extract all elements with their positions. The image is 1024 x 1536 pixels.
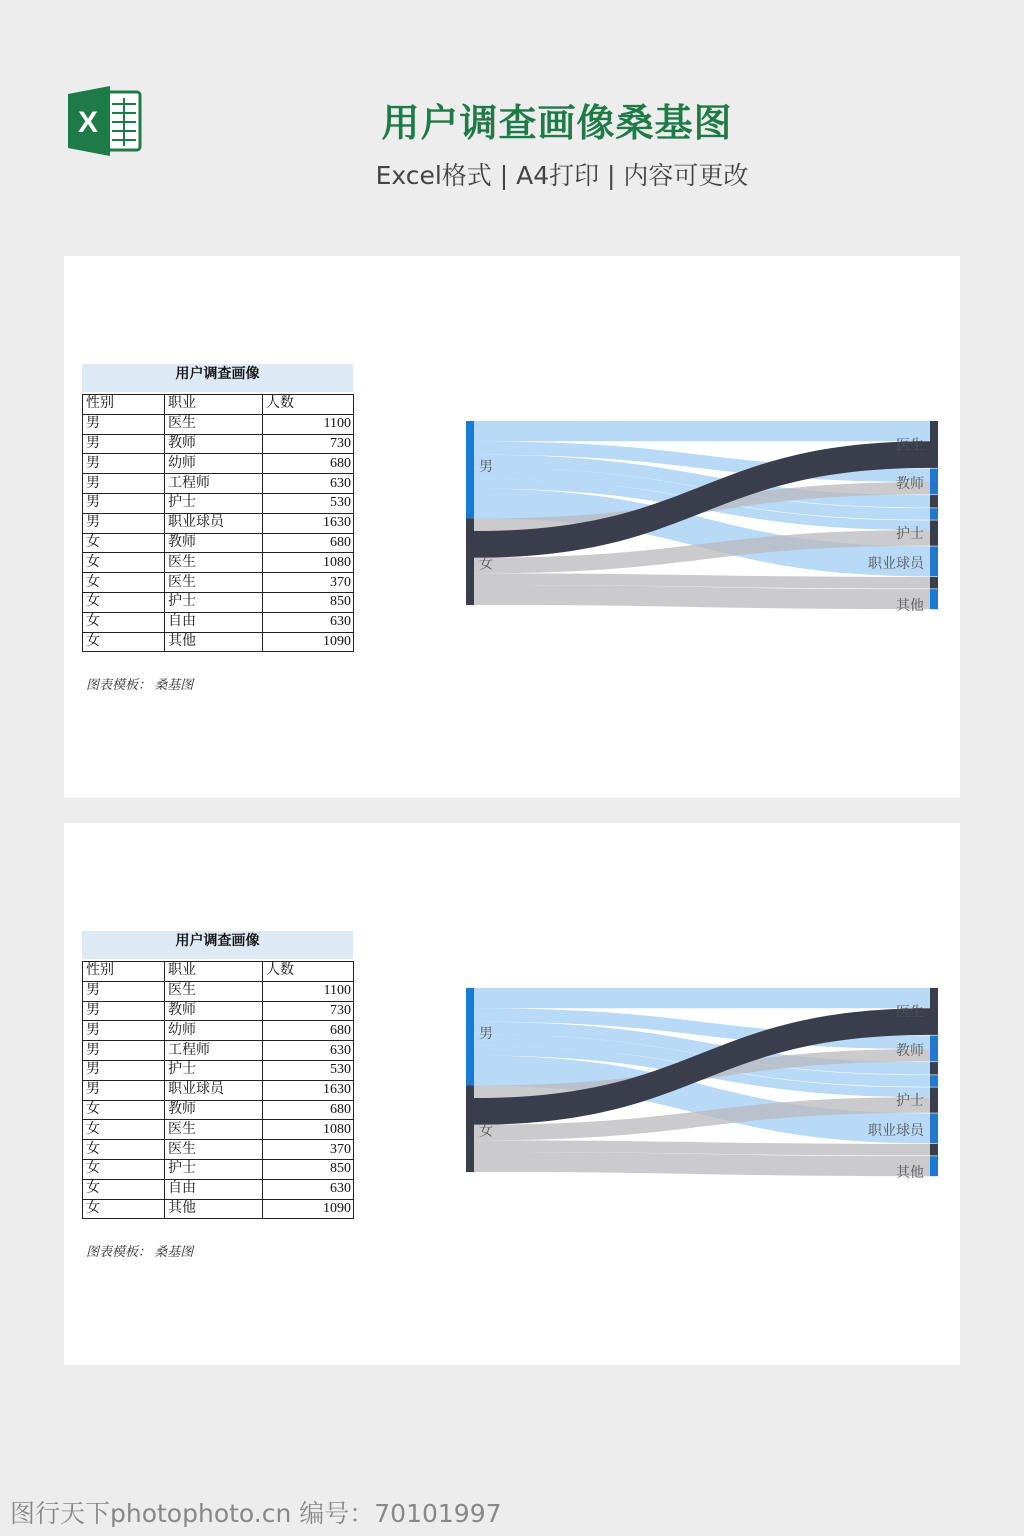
sankey-target-node	[930, 1087, 938, 1112]
gender-cell: 男	[83, 434, 165, 454]
count-cell: 1630	[263, 513, 354, 533]
sankey-flows	[474, 421, 930, 609]
table-row	[83, 513, 354, 533]
count-cell: 680	[263, 454, 354, 474]
sankey-target-label: 医生	[896, 1004, 924, 1021]
occupation-cell: 护士	[165, 1159, 263, 1179]
occupation-cell: 医生	[165, 1140, 263, 1160]
gender-cell: 男	[83, 1080, 165, 1100]
occupation-cell: 幼师	[165, 1021, 263, 1041]
gender-cell: 女	[83, 612, 165, 632]
column-header: 人数	[263, 395, 354, 415]
count-cell: 530	[263, 1060, 354, 1080]
table-row	[83, 1080, 354, 1100]
count-cell: 370	[263, 1140, 354, 1160]
table-row	[83, 553, 354, 573]
count-cell: 1100	[263, 414, 354, 434]
count-cell: 630	[263, 1179, 354, 1199]
count-cell: 680	[263, 533, 354, 553]
occupation-cell: 职业球员	[165, 513, 263, 533]
table-row	[83, 592, 354, 612]
gender-cell: 男	[83, 414, 165, 434]
count-cell: 850	[263, 592, 354, 612]
table-row	[83, 533, 354, 553]
sankey-source-label: 女	[479, 556, 493, 573]
count-cell: 630	[263, 612, 354, 632]
sankey-target-node	[930, 495, 938, 508]
sankey-chart	[460, 983, 950, 1183]
sankey-target-node	[930, 520, 938, 545]
sankey-source-label: 男	[479, 1026, 493, 1042]
table-row	[83, 474, 354, 494]
gender-cell: 男	[83, 513, 165, 533]
table-row	[83, 1159, 354, 1179]
sheet-panel-1	[64, 256, 960, 798]
sankey-target-node	[930, 546, 938, 576]
sankey-link	[474, 1152, 930, 1176]
data-table	[82, 961, 354, 1219]
occupation-cell: 护士	[165, 1060, 263, 1080]
count-cell: 630	[263, 1041, 354, 1061]
gender-cell: 女	[83, 533, 165, 553]
table-row	[83, 632, 354, 652]
sankey-target-node	[930, 1156, 938, 1176]
count-cell: 680	[263, 1021, 354, 1041]
occupation-cell: 幼师	[165, 454, 263, 474]
table-row	[83, 1179, 354, 1199]
occupation-cell: 其他	[165, 1199, 263, 1219]
gender-cell: 女	[83, 1159, 165, 1179]
sankey-source-node	[466, 421, 474, 519]
occupation-cell: 护士	[165, 592, 263, 612]
occupation-cell: 工程师	[165, 474, 263, 494]
table-header-row	[83, 395, 354, 415]
occupation-cell: 医生	[165, 573, 263, 593]
gender-cell: 男	[83, 1041, 165, 1061]
sankey-target-node	[930, 421, 938, 468]
sankey-target-node	[930, 1113, 938, 1143]
count-cell: 1080	[263, 1120, 354, 1140]
sankey-target-node	[930, 1062, 938, 1075]
occupation-cell: 教师	[165, 434, 263, 454]
sankey-target-node	[930, 988, 938, 1035]
occupation-cell: 护士	[165, 493, 263, 513]
sankey-source-node	[466, 519, 474, 605]
column-header: 性别	[83, 395, 165, 415]
gender-cell: 男	[83, 981, 165, 1001]
count-cell: 1090	[263, 632, 354, 652]
gender-cell: 女	[83, 1199, 165, 1219]
column-header: 性别	[83, 962, 165, 982]
occupation-cell: 教师	[165, 533, 263, 553]
occupation-cell: 自由	[165, 1179, 263, 1199]
count-cell: 1100	[263, 981, 354, 1001]
occupation-cell: 医生	[165, 1120, 263, 1140]
column-header: 职业	[165, 395, 263, 415]
sankey-target-label: 教师	[896, 1042, 924, 1059]
page-title: 用户调查画像桑基图	[381, 101, 733, 145]
count-cell: 850	[263, 1159, 354, 1179]
table-row	[83, 1100, 354, 1120]
sankey-link	[474, 988, 930, 1008]
table-row	[83, 1021, 354, 1041]
sankey-target-label: 护士	[896, 526, 924, 543]
table-row	[83, 1199, 354, 1219]
gender-cell: 男	[83, 493, 165, 513]
gender-cell: 女	[83, 1140, 165, 1160]
sankey-source-label: 男	[479, 459, 493, 475]
table-row	[83, 434, 354, 454]
svg-text:X: X	[77, 106, 99, 139]
column-header: 职业	[165, 962, 263, 982]
table-title: 用户调查画像	[82, 364, 353, 392]
table-row	[83, 612, 354, 632]
sankey-chart	[460, 416, 950, 616]
sankey-target-label: 职业球员	[868, 1122, 924, 1139]
sankey-target-node	[930, 1036, 938, 1062]
occupation-cell: 教师	[165, 1001, 263, 1021]
chart-template-note: 图表模板： 桑基图	[86, 677, 194, 692]
gender-cell: 男	[83, 1060, 165, 1080]
table-row	[83, 414, 354, 434]
sankey-target-node	[930, 1144, 938, 1156]
gender-cell: 男	[83, 474, 165, 494]
occupation-cell: 工程师	[165, 1041, 263, 1061]
sankey-target-label: 教师	[896, 475, 924, 492]
watermark: 图行天下photophoto.cn 编号：70101997	[10, 1499, 502, 1528]
table-row	[83, 454, 354, 474]
column-header: 人数	[263, 962, 354, 982]
count-cell: 1090	[263, 1199, 354, 1219]
sankey-source-node	[466, 1086, 474, 1172]
gender-cell: 女	[83, 592, 165, 612]
sheet-panel-2	[64, 823, 960, 1365]
chart-template-note: 图表模板： 桑基图	[86, 1244, 194, 1259]
sankey-target-node	[930, 589, 938, 609]
data-table	[82, 394, 354, 652]
page-subtitle: Excel格式 | A4打印 | 内容可更改	[375, 161, 749, 190]
table-title: 用户调查画像	[82, 931, 353, 959]
sankey-source-node	[466, 988, 474, 1086]
count-cell: 1630	[263, 1080, 354, 1100]
count-cell: 630	[263, 474, 354, 494]
occupation-cell: 自由	[165, 612, 263, 632]
count-cell: 1080	[263, 553, 354, 573]
sankey-link	[474, 585, 930, 609]
occupation-cell: 医生	[165, 981, 263, 1001]
sankey-target-node	[930, 469, 938, 495]
gender-cell: 女	[83, 1100, 165, 1120]
table-row	[83, 1140, 354, 1160]
count-cell: 680	[263, 1100, 354, 1120]
sankey-flows	[474, 988, 930, 1176]
table-row	[83, 493, 354, 513]
count-cell: 730	[263, 434, 354, 454]
occupation-cell: 其他	[165, 632, 263, 652]
table-row	[83, 981, 354, 1001]
count-cell: 730	[263, 1001, 354, 1021]
sankey-target-label: 其他	[896, 1165, 924, 1182]
sankey-source-label: 女	[479, 1123, 493, 1140]
gender-cell: 男	[83, 454, 165, 474]
sankey-target-label: 护士	[896, 1093, 924, 1110]
table-row	[83, 1001, 354, 1021]
count-cell: 530	[263, 493, 354, 513]
sankey-target-label: 医生	[896, 437, 924, 454]
occupation-cell: 职业球员	[165, 1080, 263, 1100]
gender-cell: 女	[83, 632, 165, 652]
sankey-link	[474, 421, 930, 441]
sankey-target-label: 其他	[896, 598, 924, 615]
occupation-cell: 医生	[165, 414, 263, 434]
occupation-cell: 教师	[165, 1100, 263, 1120]
table-row	[83, 1120, 354, 1140]
table-row	[83, 573, 354, 593]
sankey-target-node	[930, 508, 938, 520]
gender-cell: 男	[83, 1021, 165, 1041]
sankey-target-label: 职业球员	[868, 555, 924, 572]
table-row	[83, 1041, 354, 1061]
count-cell: 370	[263, 573, 354, 593]
gender-cell: 女	[83, 1179, 165, 1199]
gender-cell: 女	[83, 553, 165, 573]
gender-cell: 女	[83, 573, 165, 593]
table-row	[83, 1060, 354, 1080]
gender-cell: 男	[83, 1001, 165, 1021]
sankey-target-node	[930, 1075, 938, 1087]
table-header-row	[83, 962, 354, 982]
gender-cell: 女	[83, 1120, 165, 1140]
occupation-cell: 医生	[165, 553, 263, 573]
sankey-target-node	[930, 577, 938, 589]
